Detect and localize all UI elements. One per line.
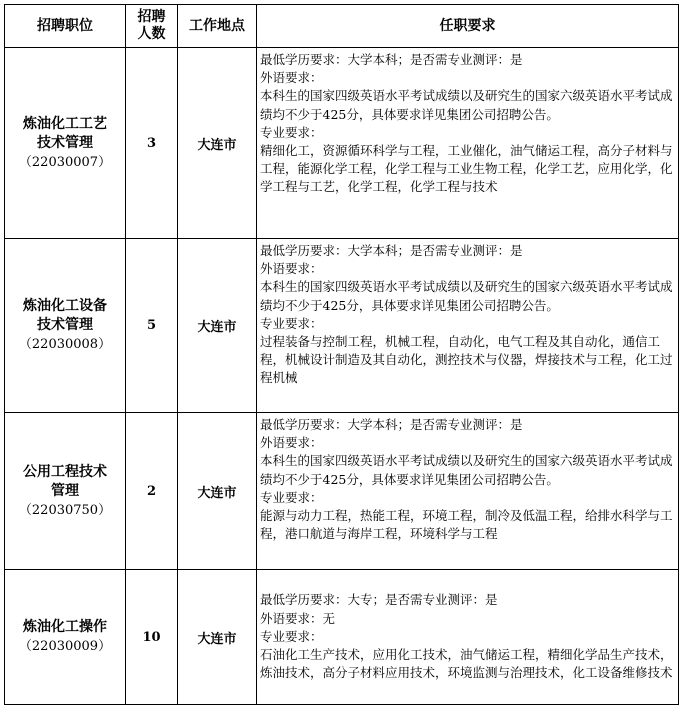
headcount-cell: 10 bbox=[126, 570, 178, 705]
req-major-detail: 石油化工生产技术，应用化工技术，油气储运工程，精细化学品生产技术，炼油技术，高分子材料应用技术，环境监测与治理技术，化工设备维修技术 bbox=[260, 647, 673, 681]
requirements-cell bbox=[257, 570, 679, 705]
location-cell: 大连市 bbox=[178, 413, 257, 570]
header-count-line2: 人数 bbox=[137, 26, 166, 42]
position-code: （22030008） bbox=[18, 337, 112, 352]
position-cell bbox=[5, 239, 126, 413]
table-row bbox=[5, 48, 679, 239]
req-education: 最低学历要求：大学本科；是否需专业测评：是 bbox=[260, 52, 523, 67]
location-cell: 大连市 bbox=[178, 239, 257, 413]
req-major-detail: 过程装备与控制工程，机械工程，自动化，电气工程及其自动化，通信工程，机械设计制造及其自动化，测控技术与仪器，焊接技术与工程，化工过程机械 bbox=[260, 334, 673, 386]
requirements-cell bbox=[257, 413, 679, 570]
recruitment-table bbox=[4, 4, 679, 705]
req-education: 最低学历要求：大学本科；是否需专业测评：是 bbox=[260, 417, 523, 432]
req-language-label: 外语要求： bbox=[260, 70, 323, 86]
position-cell bbox=[5, 48, 126, 239]
req-language-detail: 本科生的国家四级英语水平考试成绩以及研究生的国家六级英语水平考试成绩均不少于425分，具体要求详见集团公司招聘公告。 bbox=[260, 453, 673, 487]
req-language-label: 外语要求： bbox=[260, 435, 323, 451]
header-position: 招聘职位 bbox=[5, 5, 126, 48]
headcount-cell: 3 bbox=[126, 48, 178, 239]
position-title-line2: 技术管理 bbox=[37, 317, 93, 333]
table-row bbox=[5, 413, 679, 570]
header-location: 工作地点 bbox=[178, 5, 257, 48]
req-major-label: 专业要求： bbox=[260, 315, 323, 331]
position-title-line1: 炼油化工操作 bbox=[23, 619, 107, 635]
position-cell bbox=[5, 570, 126, 705]
position-code: （22030007） bbox=[18, 154, 112, 170]
requirements-cell bbox=[257, 48, 679, 239]
position-cell bbox=[5, 413, 126, 570]
req-major-detail: 精细化工，资源循环科学与工程，工业催化，油气储运工程，高分子材料与工程，能源化学工程，化学工程与工业生物工程，化学工艺，应用化学，化学工程与工艺，化学工程，化学工程与技术 bbox=[260, 143, 673, 195]
header-row bbox=[5, 5, 679, 48]
req-major-label: 专业要求： bbox=[260, 124, 323, 140]
req-major-label: 专业要求： bbox=[260, 628, 323, 644]
position-title-line1: 炼油化工工艺 bbox=[23, 115, 107, 132]
req-major-label: 专业要求： bbox=[260, 489, 323, 505]
header-requirements: 任职要求 bbox=[257, 5, 679, 48]
position-title-line2: 技术管理 bbox=[37, 134, 93, 151]
header-count-line1: 招聘 bbox=[137, 9, 166, 25]
req-education: 最低学历要求：大学本科；是否需专业测评：是 bbox=[260, 243, 523, 258]
req-language-label: 外语要求：无 bbox=[260, 610, 336, 626]
header-count bbox=[126, 5, 178, 48]
req-major-detail: 能源与动力工程，热能工程，环境工程，制冷及低温工程，给排水科学与工程，港口航道与海岸工程，环境科学与工程 bbox=[260, 508, 673, 542]
req-language-label: 外语要求： bbox=[260, 261, 323, 277]
headcount-cell: 5 bbox=[126, 239, 178, 413]
req-language-detail: 本科生的国家四级英语水平考试成绩以及研究生的国家六级英语水平考试成绩均不少于425分，具体要求详见集团公司招聘公告。 bbox=[260, 88, 673, 122]
position-code: （22030750） bbox=[18, 502, 112, 518]
req-language-detail: 本科生的国家四级英语水平考试成绩以及研究生的国家六级英语水平考试成绩均不少于425分，具体要求详见集团公司招聘公告。 bbox=[260, 279, 673, 313]
location-cell: 大连市 bbox=[178, 48, 257, 239]
position-code: （22030009） bbox=[18, 639, 112, 654]
table-row bbox=[5, 570, 679, 705]
position-title-line1: 公用工程技术 bbox=[23, 463, 107, 480]
table-row bbox=[5, 239, 679, 413]
position-title-line2: 管理 bbox=[51, 482, 79, 499]
requirements-cell bbox=[257, 239, 679, 413]
location-cell: 大连市 bbox=[178, 570, 257, 705]
position-title-line1: 炼油化工设备 bbox=[23, 298, 107, 314]
req-education: 最低学历要求：大专；是否需专业测评：是 bbox=[260, 592, 498, 608]
headcount-cell: 2 bbox=[126, 413, 178, 570]
